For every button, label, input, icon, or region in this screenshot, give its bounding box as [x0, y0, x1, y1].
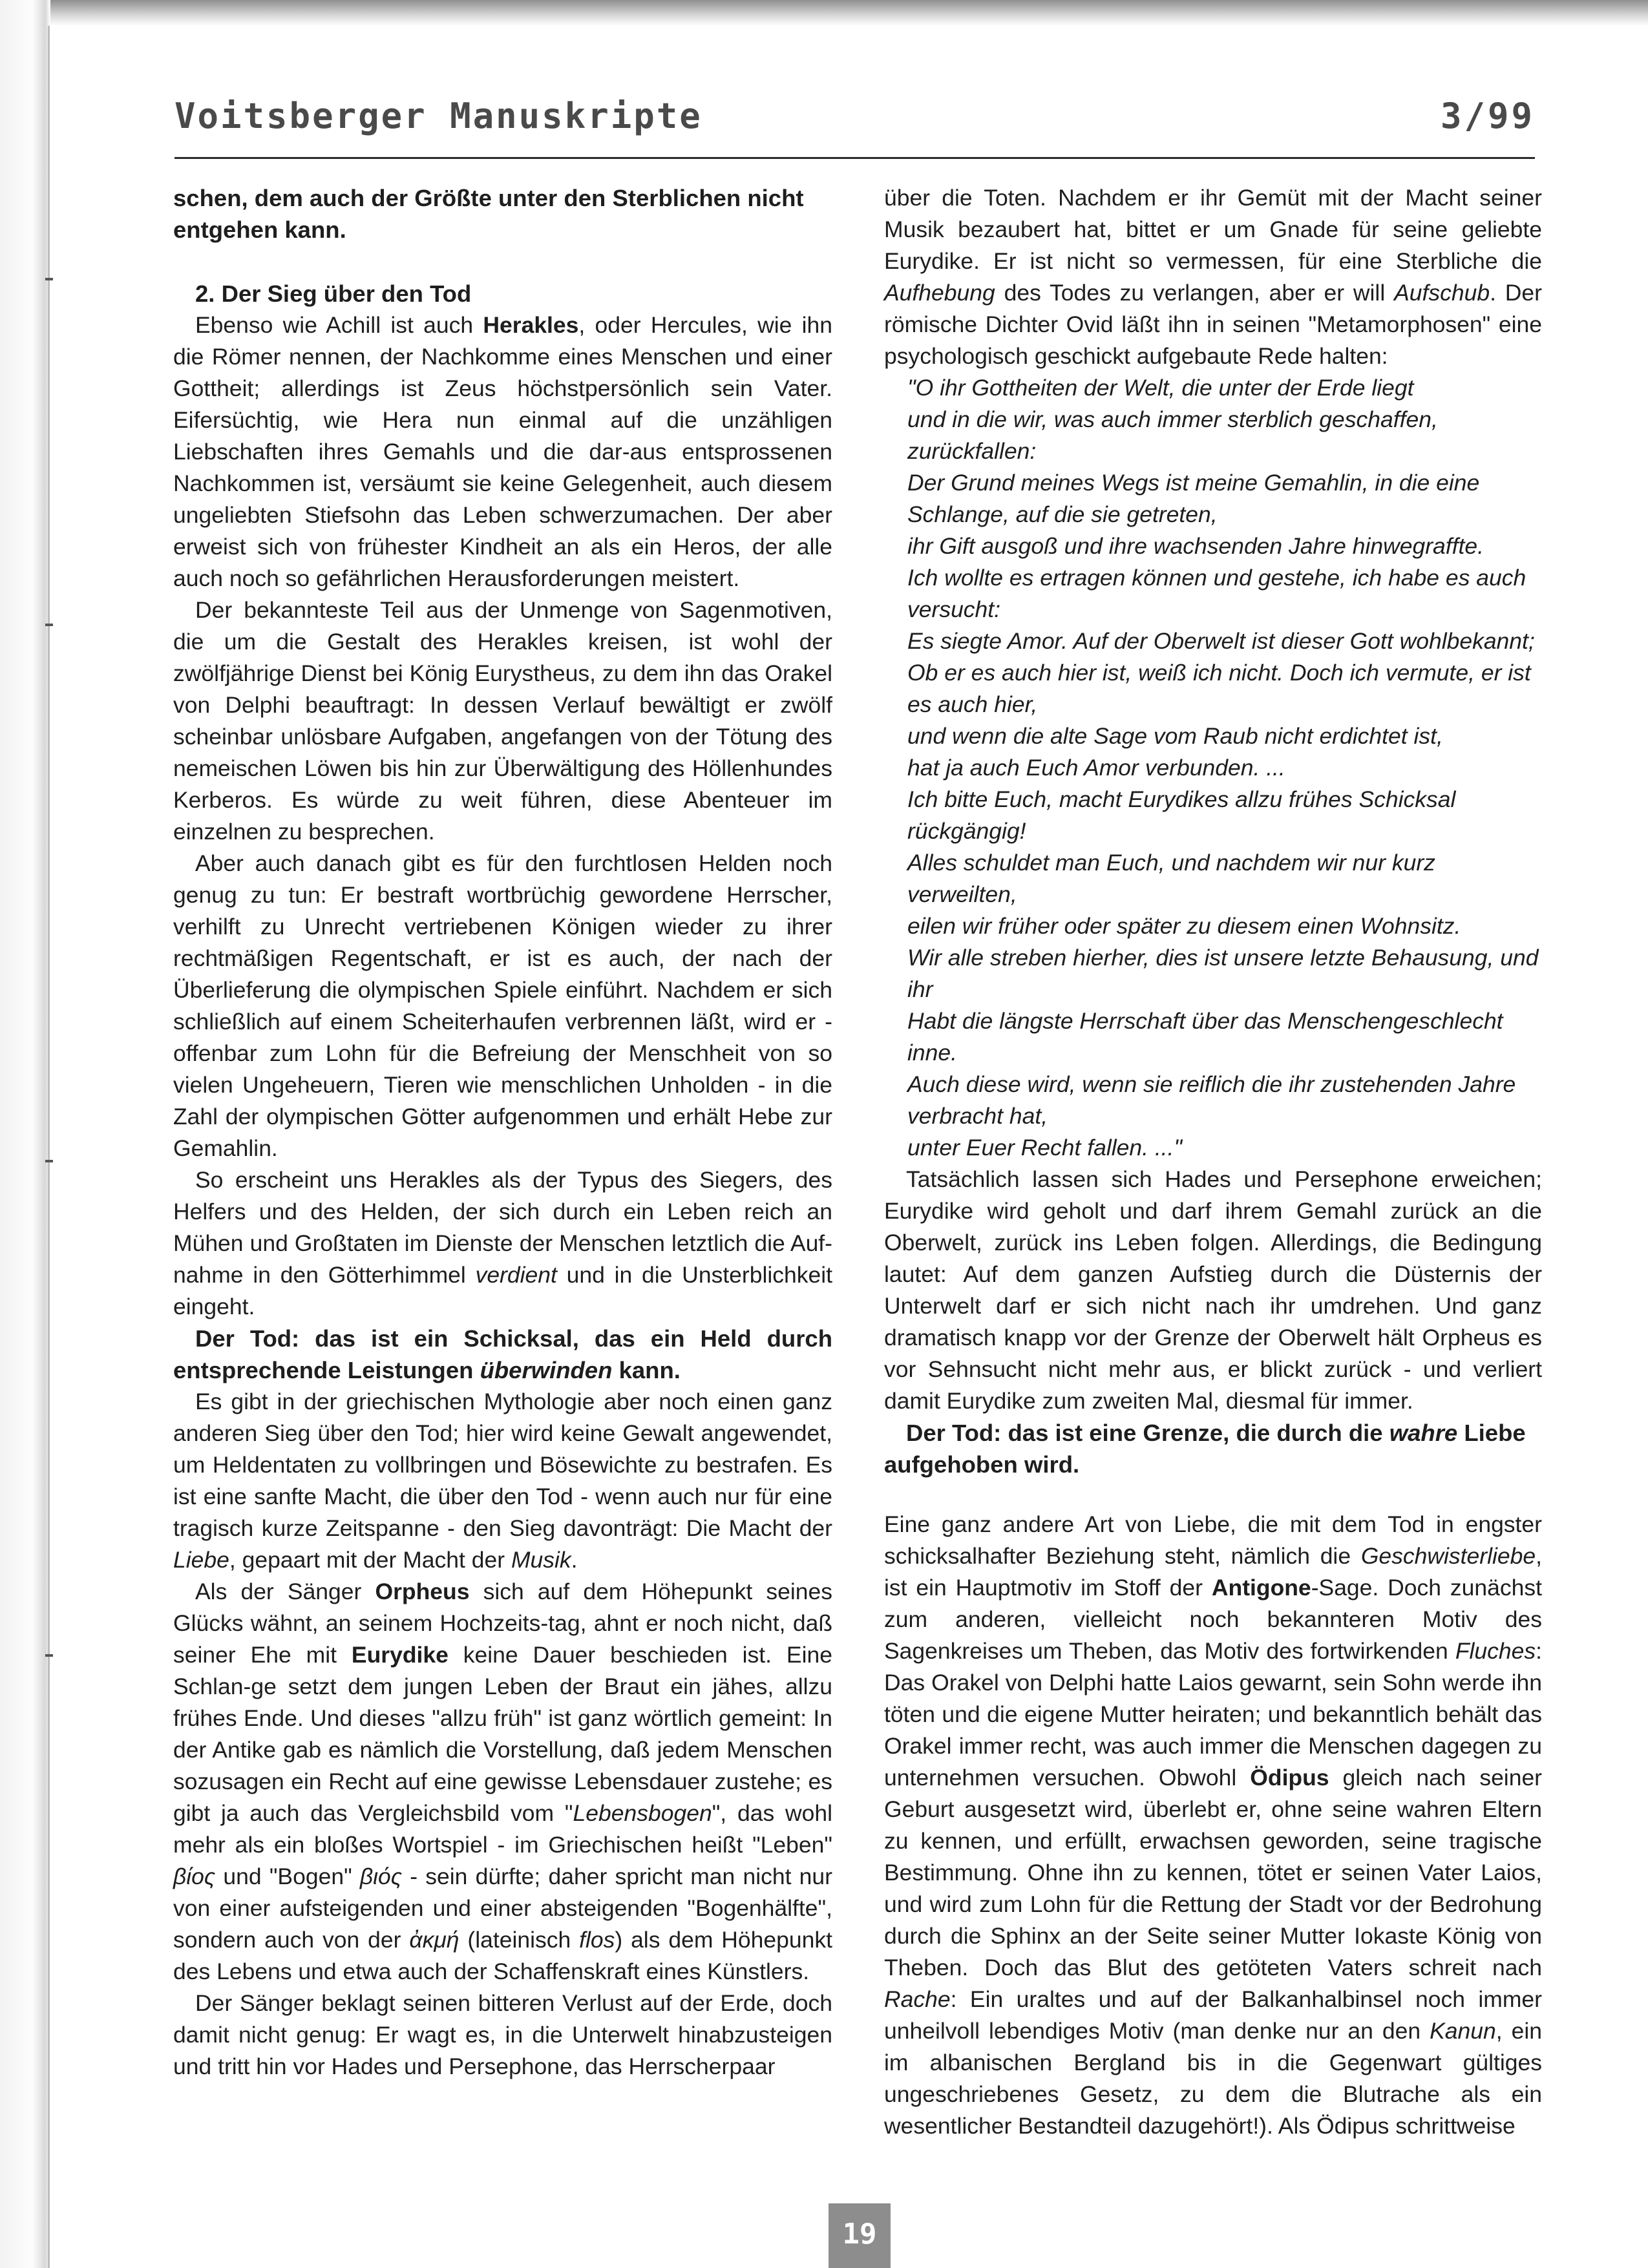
verse-line: hat ja auch Euch Amor verbunden. ...	[907, 755, 1285, 781]
running-header-title: Voitsberger Manuskripte	[174, 96, 703, 136]
paragraph-continuation: über die Toten. Nachdem er ihr Gemüt mit der Macht seiner Musik bezaubert hat, bittet er um Gnade für seine geliebte Eurydike. Er ist nicht so vermessen, für eine Sterbliche die Aufhebung des Todes zu verlangen, aber er will Aufschub. Der römische Dichter Ovid läßt ihn in seinen "Metamorphosen" eine psychologisch geschickt aufgebaute Rede halten:	[884, 185, 1542, 369]
verse-line: "O ihr Gottheiten der Welt, die unter der Erde liegt	[907, 375, 1414, 401]
verse-line: Ich bitte Euch, macht Eurydikes allzu frühes Schicksal rückgängig!	[907, 786, 1456, 844]
paragraph: Es gibt in der griechischen Mythologie aber noch einen ganz anderen Sieg über den Tod; hier wird keine Gewalt angewendet, um Heldentaten zu vollbringen und Bösewichte zu bestrafen. Es ist eine sanfte Macht, die über den Tod - wenn auch nur für eine tragisch kurze Zeitspanne - den Sieg davonträgt: Die Macht der Liebe, gepaart mit der Macht der Musik.	[173, 1389, 832, 1573]
paragraph: Eine ganz andere Art von Liebe, die mit dem Tod in engster schicksalhafter Beziehung steht, nämlich die Geschwisterliebe, ist ein Hauptmotiv im Stoff der Antigone-Sage. Doch zunächst zum anderen, vielleicht noch bekannteren Motiv des Sagenkreises um Theben, das Motiv des fortwirkenden Fluches: Das Orakel von Delphi hatte Laios gewarnt, sein Sohn werde ihn töten und die eigene Mutter heiraten; und bekanntlich behält das Orakel immer recht, was auch immer die Menschen dagegen zu unternehmen versuchen. Obwohl Ödipus gleich nach seiner Geburt ausgesetzt wird, überlebt er, ohne seine wahren Eltern zu kennen, und erfüllt, erwachsen geworden, seine tragische Bestimmung. Ohne ihn zu kennen, tötet er seinen Vater Laios, und wird zum Lohn für die Rettung der Stadt vor der Bedrohung durch die Sphinx an der Seite seiner Mutter Iokaste König von Theben. Doch das Blut des getöteten Vaters schreit nach Rache: Ein uraltes und auf der Balkanhalbinsel noch immer unheilvoll lebendiges Motiv (man denke nur an den Kanun, ein im albanischen Bergland bis in die Gegenwart gültiges ungeschriebenes Gesetz, zu dem die Blutrache als ein wesentlicher Bestandteil dazugehört!). Als Ödipus schrittweise	[884, 1511, 1543, 2139]
verse-line: Auch diese wird, wenn sie reiflich die ihr zustehenden Jahre verbracht hat,	[907, 1071, 1516, 1129]
verse-line: und in die wir, was auch immer sterblich geschaffen, zurückfallen:	[907, 406, 1438, 464]
verse-line: Ob er es auch hier ist, weiß ich nicht. Doch ich vermute, er ist es auch hier,	[907, 660, 1531, 717]
page-number: 19	[842, 2218, 877, 2251]
paragraph: Der Sänger beklagt seinen bitteren Verlust auf der Erde, doch damit nicht genug: Er wagt es, in die Unterwelt hinabzusteigen und tritt hin vor Hades und Persephone, das Herrscherpaar	[173, 1990, 832, 2079]
verse-line: ihr Gift ausgoß und ihre wachsenden Jahre hinwegraffte.	[907, 533, 1484, 559]
paragraph: Aber auch danach gibt es für den furchtlosen Helden noch genug zu tun: Er bestraft wortbrüchig gewordene Herrscher, verhilft zu Unrecht vertriebenen Königen wieder zu ihrer rechtmäßigen Regentschaft, er ist es auch, der nach der Überlieferung die olympischen Spiele einführt. Nachdem er sich schließlich auf einem Scheiterhaufen verbrennen läßt, wird er - offenbar zum Lohn für die Befreiung der Menschheit von so vielen Ungeheuern, Tieren wie menschlichen Unholden - in die Zahl der olympischen Götter aufgenommen und erhält Hebe zur Gemahlin.	[173, 850, 832, 1161]
ovid-quote	[884, 372, 1542, 1164]
verse-line: Alles schuldet man Euch, und nachdem wir nur kurz verweilten,	[907, 850, 1435, 907]
verse-line: unter Euer Recht fallen. ..."	[907, 1135, 1183, 1160]
binding-mark	[45, 1654, 53, 1657]
binding-mark	[45, 278, 53, 280]
paragraph-continuation: schen, dem auch der Größte unter den Sterblichen nicht entgehen kann.	[173, 185, 804, 243]
paragraph: Tatsächlich lassen sich Hades und Persephone erweichen; Eurydike wird geholt und darf ihrem Gemahl zurück an die Oberwelt, zurück ins Leben folgen. Allerdings, die Bedingung lautet: Auf dem ganzen Aufstieg durch die Düsternis der Unterwelt darf er sich nicht nach ihr umdrehen. Und ganz dramatisch knapp vor der Grenze der Oberwelt hält Orpheus es vor Sehnsucht nicht mehr aus, er blickt zurück - und verliert damit Eurydike zum zweiten Mal, diesmal für immer.	[884, 1166, 1542, 1414]
page-spine	[48, 26, 50, 2268]
running-header-issue: 3/99	[1440, 96, 1535, 136]
paragraph: Der bekannteste Teil aus der Unmenge von Sagenmotiven, die um die Gestalt des Herakles kreisen, ist wohl der zwölfjährige Dienst bei König Eurystheus, zu dem ihn das Orakel von Delphi beauftragt: In dessen Verlauf bewältigt er zwölf scheinbar unlösbare Aufgaben, angefangen von der Tötung des nemeischen Löwen bis hin zur Überwältigung des Höllenhundes Kerberos. Es würde zu weit führen, diese Abenteuer im einzelnen zu besprechen.	[173, 597, 832, 845]
left-column	[173, 182, 832, 2083]
paragraph: So erscheint uns Herakles als der Typus des Siegers, des Helfers und des Helden, der sich durch ein Leben reich an Mühen und Großtaten im Dienste der Menschen letztlich die Auf-nahme in den Götterhimmel verdient und in die Unsterblichkeit eingeht.	[173, 1167, 832, 1319]
header-rule	[174, 157, 1535, 159]
binding-mark	[45, 624, 53, 626]
summary-statement: Der Tod: das ist eine Grenze, die durch die wahre Liebe aufgehoben wird.	[884, 1420, 1526, 1478]
right-column	[884, 182, 1542, 2142]
verse-line: Wir alle streben hierher, dies ist unsere letzte Behausung, und ihr	[907, 945, 1539, 1002]
summary-statement: Der Tod: das ist ein Schicksal, das ein Held durch entsprechende Leistungen überwinden kann.	[173, 1325, 832, 1383]
paragraph: Ebenso wie Achill ist auch Herakles, oder Hercules, wie ihn die Römer nennen, der Nachkomme eines Menschen und einer Gottheit; allerdings ist Zeus höchstpersönlich sein Vater. Eifersüchtig, wie Hera nun einmal auf die unzähligen Liebschaften ihres Gemahls und die dar-aus entsprossenen Nachkommen ist, versäumt sie keine Gelegenheit, auch diesem ungeliebten Stiefsohn das Leben schwerzumachen. Der aber erweist sich von frühester Kindheit an als ein Heros, der alle auch noch so gefährlichen Herausforderungen meistert.	[173, 312, 832, 591]
verse-line: und wenn die alte Sage vom Raub nicht erdichtet ist,	[907, 723, 1443, 749]
scan-shadow-left	[0, 0, 50, 2268]
section-heading: 2. Der Sieg über den Tod	[195, 280, 472, 307]
binding-mark	[45, 1160, 53, 1162]
verse-line: Ich wollte es ertragen können und gestehe, ich habe es auch versucht:	[907, 565, 1527, 622]
verse-line: Es siegte Amor. Auf der Oberwelt ist dieser Gott wohlbekannt;	[907, 628, 1535, 654]
verse-line: Habt die längste Herrschaft über das Menschengeschlecht inne.	[907, 1008, 1503, 1066]
scan-shadow-top	[0, 0, 1648, 26]
paragraph: Als der Sänger Orpheus sich auf dem Höhepunkt seines Glücks wähnt, an seinem Hochzeits-tag, ahnt er noch nicht, daß seiner Ehe mit Eurydike keine Dauer beschieden ist. Eine Schlan-ge setzt dem jungen Leben der Braut ein jähes, allzu frühes Ende. Und dieses "allzu früh" ist ganz wörtlich gemeint: In der Antike gab es nämlich die Vorstellung, daß jedem Menschen sozusagen ein Recht auf eine gewisse Lebensdauer zustehe; es gibt ja auch das Vergleichsbild vom "Lebensbogen", das wohl mehr als ein bloßes Wortspiel - im Griechischen heißt "Leben" βίος und "Bogen" βιός - sein dürfte; daher spricht man nicht nur von einer aufsteigenden und einer absteigenden "Bogenhälfte", sondern auch von der ἀκμή (lateinisch flos) als dem Höhepunkt des Lebens und etwa auch der Schaffenskraft eines Künstlers.	[173, 1579, 833, 1984]
verse-line: Der Grund meines Wegs ist meine Gemahlin, in die eine Schlange, auf die sie getreten,	[907, 470, 1480, 527]
verse-line: eilen wir früher oder später zu diesem einen Wohnsitz.	[907, 913, 1461, 939]
